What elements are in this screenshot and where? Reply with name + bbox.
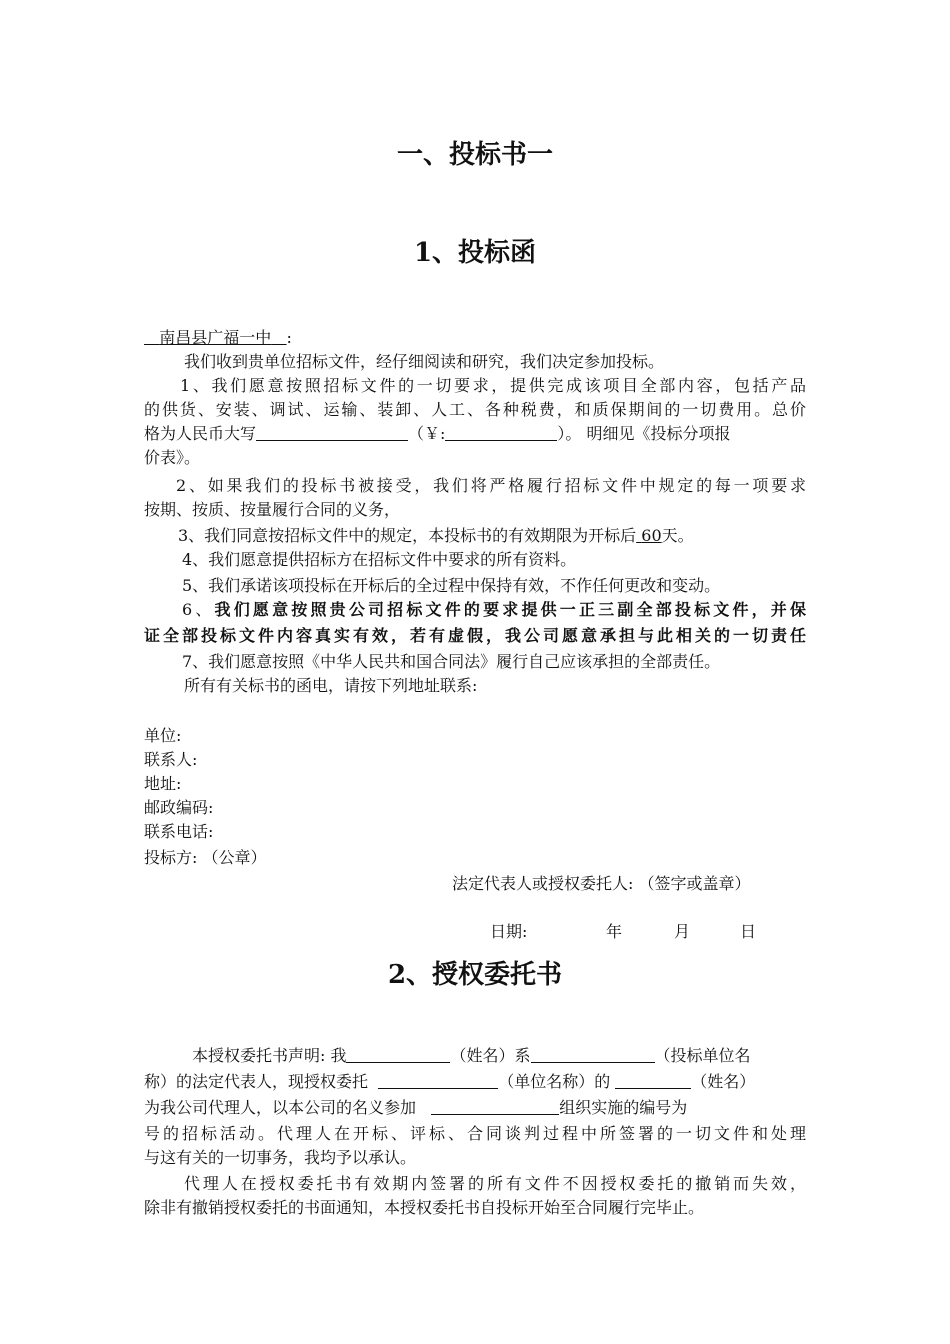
- field-postcode: 邮政编码:: [144, 798, 214, 817]
- recipient-name: 南昌县广福一中: [159, 328, 272, 347]
- total-price-words-blank: [256, 424, 408, 441]
- bidder-unit-blank: [531, 1046, 655, 1063]
- date-label: 日期:: [490, 922, 528, 941]
- item5-line: 5、我们承诺该项投标在开标后的全过程中保持有效，不作任何更改和变动。: [182, 576, 721, 595]
- organizer-blank: [431, 1098, 559, 1115]
- principal-name-blank: [346, 1046, 450, 1063]
- item1-line-c: 格为人民币大写 （￥: ）。 明细见《投标分项报: [144, 424, 731, 443]
- auth-line-b: 称）的法定代表人，现授权委托 （单位名称）的 （姓名）: [144, 1072, 756, 1091]
- auth-line-a: 本授权委托书声明: 我 （姓名）系 （投标单位名: [192, 1046, 751, 1065]
- validity-days: 60: [641, 526, 662, 545]
- field-contact-person: 联系人:: [144, 750, 198, 769]
- field-bidder-seal: 投标方: （公章）: [144, 848, 267, 867]
- auth-line-e: 与这有关的一切事务，我均予以承认。: [144, 1148, 417, 1167]
- auth-p2-line-b: 除非有撤销授权委托的书面通知，本授权委托书自投标开始至合同履行完毕止。: [144, 1198, 705, 1217]
- item4-line: 4、我们愿意提供招标方在招标文件中要求的所有资料。: [182, 550, 577, 569]
- item3-line: 3、我们同意按招标文件中的规定，本投标书的有效期限为开标后 60天。: [178, 526, 694, 545]
- item1-line-d: 价表》。: [144, 448, 201, 467]
- item7-line: 7、我们愿意按照《中华人民共和国合同法》履行自己应该承担的全部责任。: [182, 652, 721, 671]
- date-day: 日: [740, 922, 757, 941]
- item1-line-b: 的供货、安装、调试、运输、装卸、人工、各种税费，和质保期间的一切费用。总价: [144, 400, 806, 419]
- item6-line-a: 6、我们愿意按照贵公司招标文件的要求提供一正三副全部投标文件，并保: [182, 600, 806, 619]
- contact-intro: 所有有关标书的函电，请按下列地址联系:: [184, 676, 478, 695]
- date-month: 月: [674, 922, 691, 941]
- intro-text: 我们收到贵单位招标文件，经仔细阅读和研究，我们决定参加投标。: [184, 352, 665, 371]
- agent-name-blank: [615, 1072, 691, 1089]
- date-year: 年: [606, 922, 623, 941]
- agent-unit-blank: [378, 1072, 498, 1089]
- field-address: 地址:: [144, 774, 182, 793]
- signatory-line: 法定代表人或授权委托人: （签字或盖章）: [452, 874, 751, 893]
- field-unit: 单位:: [144, 726, 182, 745]
- recipient-line: 南昌县广福一中 :: [144, 326, 292, 350]
- item2-line-a: 2、如果我们的投标书被接受，我们将严格履行招标文件中规定的每一项要求: [176, 476, 806, 495]
- item1-line-a: 1、我们愿意按照招标文件的一切要求，提供完成该项目全部内容，包括产品: [180, 376, 806, 395]
- authorization-heading: 2、授权委托书: [387, 960, 563, 990]
- field-phone: 联系电话:: [144, 822, 214, 841]
- auth-line-d: 号的招标活动。代理人在开标、评标、合同谈判过程中所签署的一切文件和处理: [144, 1124, 806, 1143]
- auth-p2-line-a: 代理人在授权委托书有效期内签署的所有文件不因授权委托的撤销而失效，: [184, 1174, 806, 1193]
- item6-line-b: 证全部投标文件内容真实有效，若有虚假，我公司愿意承担与此相关的一切责任: [144, 626, 806, 645]
- auth-line-c: 为我公司代理人，以本公司的名义参加 组织实施的编号为: [144, 1098, 688, 1117]
- main-heading: 一、投标书一: [396, 140, 553, 170]
- letter-heading: 1、投标函: [413, 238, 537, 268]
- total-price-number-blank: [445, 424, 557, 441]
- item2-line-b: 按期、按质、按量履行合同的义务，: [144, 500, 401, 519]
